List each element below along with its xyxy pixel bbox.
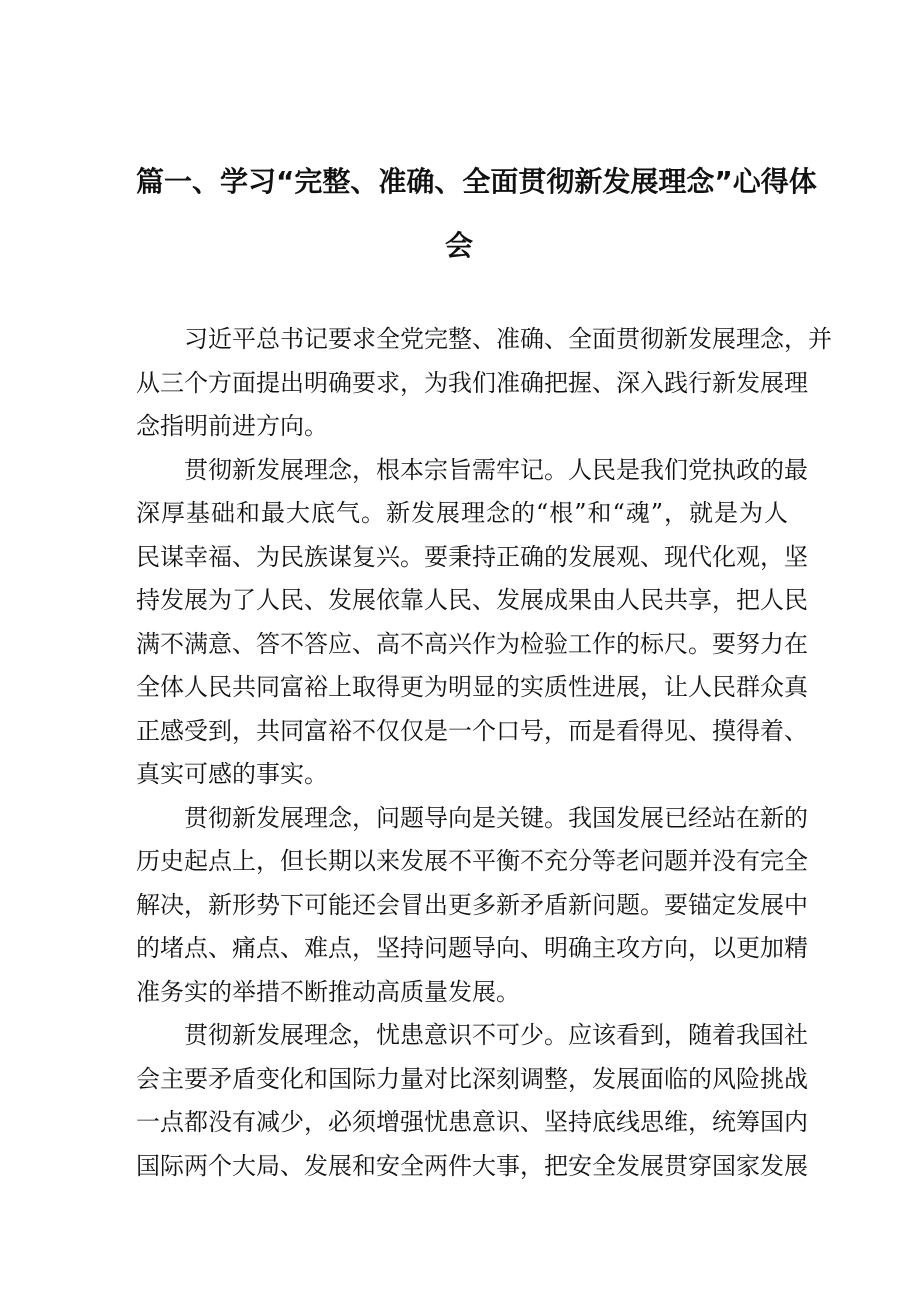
text-line: 贯彻新发展理念，根本宗旨需牢记。人民是我们党执政的最 xyxy=(184,455,808,484)
text-line: 念指明前进方向。 xyxy=(136,412,328,440)
text-line: 真实可感的事实。 xyxy=(136,760,328,788)
text-line: 准务实的举措不断推动高质量发展。 xyxy=(136,977,520,1006)
title-line: 会 xyxy=(444,229,473,262)
paragraph-4 xyxy=(136,1014,808,1188)
paragraph-2 xyxy=(136,449,808,797)
text-line: 习近平总书记要求全党完整、准确、全面贯彻新发展理念，并 xyxy=(184,325,832,353)
text-line: 会主要矛盾变化和国际力量对比深刻调整，发展面临的风险挑战 xyxy=(136,1064,808,1093)
text-line: 贯彻新发展理念，忧患意识不可少。应该看到，随着我国社 xyxy=(184,1021,808,1049)
text-line: 的堵点、痛点、难点，坚持问题导向、明确主攻方向，以更加精 xyxy=(136,934,808,962)
text-line: 贯彻新发展理念，问题导向是关键。我国发展已经站在新的 xyxy=(184,803,808,832)
text-line: 一点都没有减少，必须增强忧患意识、坚持底线思维，统筹国内 xyxy=(136,1108,808,1136)
paragraph-1 xyxy=(136,318,832,449)
paragraph-3 xyxy=(136,797,808,1015)
text-line: 解决，新形势下可能还会冒出更多新矛盾新问题。要锚定发展中 xyxy=(136,890,808,919)
document-body xyxy=(136,318,832,1188)
text-line: 国际两个大局、发展和安全两件大事，把安全发展贯穿国家发展 xyxy=(136,1151,808,1180)
text-line: 持发展为了人民、发展依靠人民、发展成果由人民共享，把人民 xyxy=(136,586,808,614)
text-line: 民谋幸福、为民族谋复兴。要秉持正确的发展观、现代化观，坚 xyxy=(136,542,808,571)
text-line: 深厚基础和最大底气。新发展理念的“根”和“魂”，就是为人 xyxy=(136,499,788,527)
text-line: 从三个方面提出明确要求，为我们准确把握、深入践行新发展理 xyxy=(136,368,808,397)
text-line: 历史起点上，但长期以来发展不平衡不充分等老问题并没有完全 xyxy=(136,847,808,875)
text-line: 正感受到，共同富裕不仅仅是一个口号，而是看得见、摸得着、 xyxy=(136,716,808,745)
text-line: 满不满意、答不答应、高不高兴作为检验工作的标尺。要努力在 xyxy=(136,629,808,658)
title-line: 篇一、学习“完整、准确、全面贯彻新发展理念”心得体 xyxy=(136,165,817,198)
document-title xyxy=(136,150,817,278)
text-line: 全体人民共同富裕上取得更为明显的实质性进展，让人民群众真 xyxy=(136,673,808,701)
